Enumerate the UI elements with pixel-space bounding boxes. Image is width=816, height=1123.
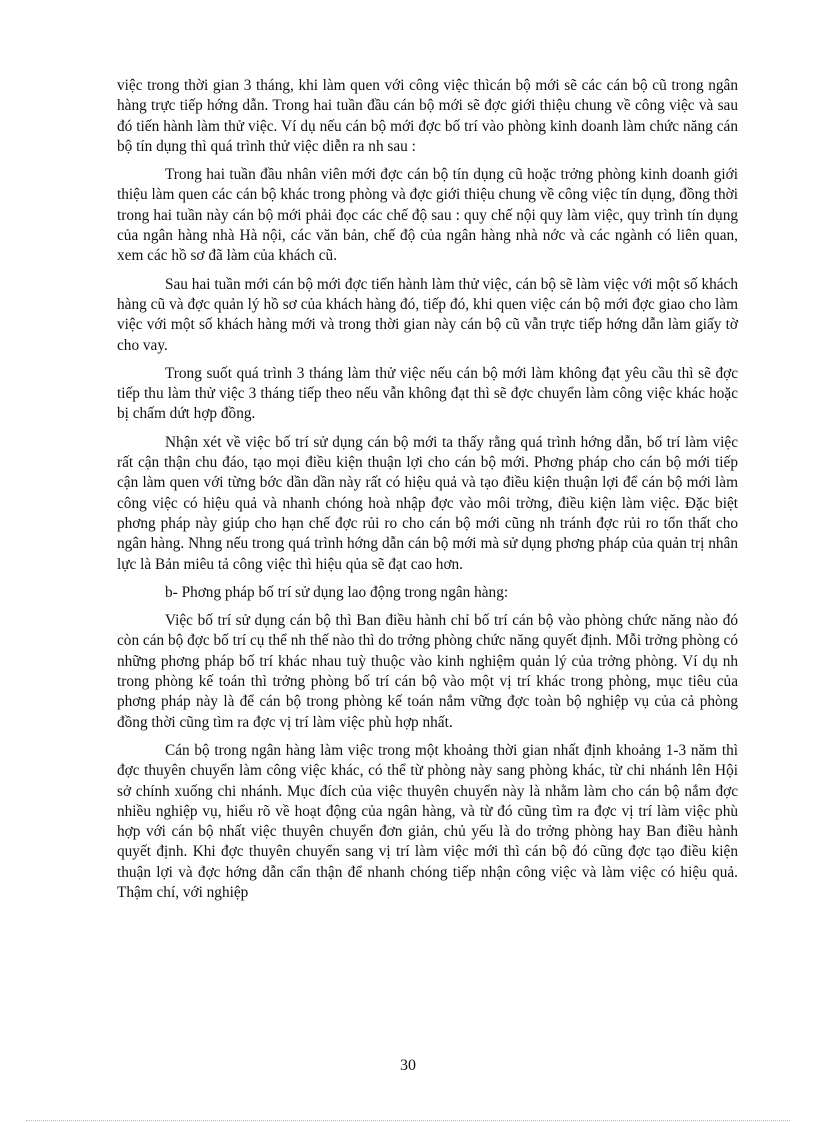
page-number: 30	[400, 1057, 416, 1074]
paragraph-3: Sau hai tuần mới cán bộ mới đợc tiến hành làm thử việc, cán bộ sẽ làm việc với một số khách hàng cũ và đợc quản lý hồ sơ của khách hàng đó, tiếp đó, khi quen việc cán bộ mới đợc giao cho làm việc với một số khách hàng mới và trong thời gian này cán bộ cũ vẫn trực tiếp hớng dẫn làm giấy tờ cho vay.	[117, 275, 738, 354]
paragraph-4: Trong suốt quá trình 3 tháng làm thử việc nếu cán bộ mới làm không đạt yêu cầu thì sẽ đợc tiếp thu làm thử việc 3 tháng tiếp theo nếu vẫn không đạt thì sẽ đợc chuyển làm công việc khác hoặc bị chấm dứt hợp đồng.	[117, 364, 738, 423]
paragraph-5: Nhận xét về việc bố trí sử dụng cán bộ mới ta thấy rằng quá trình hớng dẫn, bố trí làm việc rất cận thận chu đáo, tạo mọi điều kiện thuận lợi cho cán bộ mới. Phơng pháp cho cán bộ mới tiếp cận làm quen với từng bớc dần dần này rất có hiệu quả và tạo điều kiện thuận lợi để cán bộ mới làm công việc có hiệu quả và nhanh chóng hoà nhập đợc vào môi trờng, điều kiện làm việc. Đặc biệt phơng pháp này giúp cho hạn chế đợc rủi ro cho cán bộ mới cũng nh tránh đợc rủi ro tổn thất cho ngân hàng. Nhng nếu trong quá trình hớng dẫn cán bộ mới mà sử dụng phơng pháp của quản trị nhân lực là Bản miêu tả công việc thì hiệu qủa sẽ đạt cao hơn.	[117, 433, 738, 573]
paragraph-2: Trong hai tuần đầu nhân viên mới đợc cán bộ tín dụng cũ hoặc trởng phòng kinh doanh giới thiệu làm quen các cán bộ khác trong phòng và đợc giới thiệu chung về công việc tín dụng, đồng thời trong hai tuần này cán bộ mới phải đọc các chế độ sau : quy chế nội quy làm việc, quy trình tín dụng của ngân hàng nhà Hà nội, các văn bản, chế độ của ngân hàng nhà nớc và các ngành có liên quan, xem các hồ sơ đã làm của khách cũ.	[117, 166, 738, 265]
section-heading-b: b- Phơng pháp bố trí sử dụng lao động trong ngân hàng:	[165, 583, 509, 601]
paragraph-1: việc trong thời gian 3 tháng, khi làm quen với công việc thìcán bộ mới sẽ các cán bộ cũ trong ngân hàng trực tiếp hớng dẫn. Trong hai tuần đầu cán bộ mới sẽ đợc giới thiệu chung về công việc và sau đó tiến hành làm thử việc. Ví dụ nếu cán bộ mới đợc bố trí vào phòng kinh doanh làm chức năng cán bộ tín dụng thì quá trình thử việc diễn ra nh sau :	[117, 77, 738, 155]
page-bottom-divider	[26, 1120, 790, 1121]
body-text	[117, 76, 738, 911]
paragraph-7: Cán bộ trong ngân hàng làm việc trong một khoảng thời gian nhất định khoảng 1-3 năm thì đợc thuyên chuyển làm công việc khác, có thể từ phòng này sang phòng khác, từ chi nhánh lên Hội sở chính xuống chi nhánh. Mục đích của việc thuyên chuyển này là nhằm làm cho cán bộ nắm đợc nhiều nghiệp vụ, hiểu rõ về hoạt động của ngân hàng, và từ đó cũng tìm ra đợc vị trí làm việc phù hợp với cán bộ nhất việc thuyên chuyển đơn giản, chủ yếu là do trởng phòng hay Ban điều hành quyết định. Khi đợc thuyên chuyển sang vị trí làm việc mới thì cán bộ đó cũng đợc tạo điều kiện thuận lợi và đợc hớng dẫn cẩn thận để nhanh chóng tiếp nhận công việc và làm việc có hiệu quả. Thậm chí, với nghiệp	[117, 741, 738, 901]
paragraph-6: Việc bố trí sử dụng cán bộ thì Ban điều hành chỉ bố trí cán bộ vào phòng chức năng nào đó còn cán bộ đợc bố trí cụ thể nh thế nào thì do trởng phòng chức năng quyết định. Mỗi trởng phòng có những phơng pháp bố trí khác nhau tuỳ thuộc vào kinh nghiệm quản lý của trởng phòng. Ví dụ nh trong phòng kế toán thì trởng phòng bố trí cán bộ vào một vị trí khác trong phòng, mục tiêu của phơng pháp này là để cán bộ trong phòng kế toán nắm vững đợc toàn bộ nghiệp vụ của cả phòng đồng thời cũng tìm ra đợc vị trí làm việc phù hợp nhất.	[117, 612, 738, 731]
